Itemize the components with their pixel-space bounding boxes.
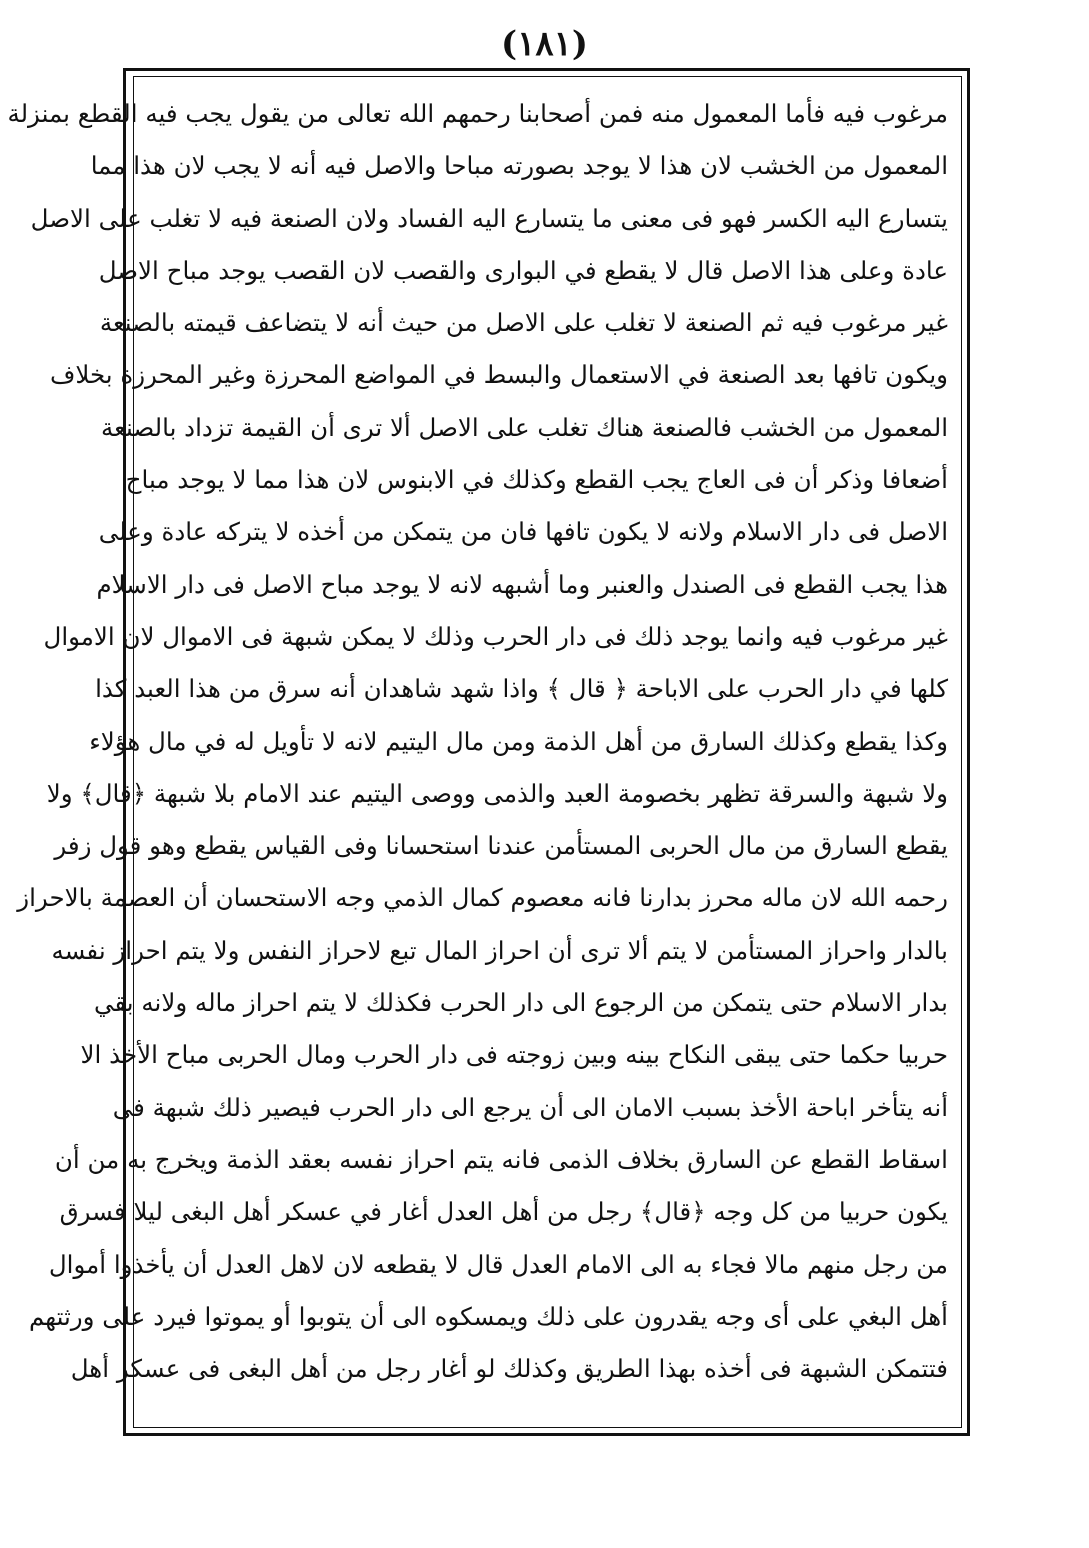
text-line: أضعافا وذكر أن فى العاج يجب القطع وكذلك في الابنوس لان هذا مما لا يوجد مباح xyxy=(125,465,948,495)
text-line: الاصل فى دار الاسلام ولانه لا يكون تافها فان من يتمكن من أخذه لا يتركه عادة وعلى xyxy=(98,517,948,547)
text-line: رحمه الله لان ماله محرز بدارنا فانه معصوم كمال الذمي وجه الاستحسان أن العصمة بالاحراز xyxy=(17,883,948,913)
text-line: حربيا حكما حتى يبقى النكاح بينه وبين زوجته فى دار الحرب ومال الحربى مباح الأخذ الا xyxy=(80,1040,948,1070)
text-line: المعمول من الخشب فالصنعة هناك تغلب على الاصل ألا ترى أن القيمة تزداد بالصنعة xyxy=(101,412,948,442)
text-line: مرغوب فيه فأما المعمول منه فمن أصحابنا رحمهم الله تعالى من يقول يجب فيه القطع بمنزلة xyxy=(7,99,948,128)
text-line: ويكون تافها بعد الصنعة في الاستعمال والبسط في المواضع المحرزة وغير المحرزة بخلاف xyxy=(49,360,948,390)
text-line: غير مرغوب فيه ثم الصنعة لا تغلب على الاصل من حيث أنه لا يتضاعف قيمته بالصنعة xyxy=(99,308,948,338)
text-line: من رجل منهم مالا فجاء به الى الامام العدل قال لا يقطعه لان لاهل العدل أن يأخذوا أموال xyxy=(48,1249,948,1279)
text-line: أنه يتأخر اباحة الأخذ بسبب الامان الى أن يرجع الى دار الحرب فيصير ذلك شبهة فى xyxy=(112,1092,948,1122)
text-line: بدار الاسلام حتى يتمكن من الرجوع الى دار الحرب فكذلك لا يتم احراز ماله ولانه بقي xyxy=(93,988,948,1018)
text-line: كلها في دار الحرب على الاباحة ﴿ قال ﴾ واذا شهد شاهدان أنه سرق من هذا العبد كذا xyxy=(95,674,948,704)
text-line: بالدار واحراز المستأمن لا يتم ألا ترى أن احراز المال تبع لاحراز النفس ولا يتم احراز نفسه xyxy=(51,935,948,965)
text-line: اسقاط القطع عن السارق بخلاف الذمى فانه يتم احراز نفسه بعقد الذمة ويخرج به من أن xyxy=(54,1144,948,1174)
text-line: يتسارع اليه الكسر فهو فى معنى ما يتسارع اليه الفساد ولان الصنعة فيه لا تغلب على الاصل xyxy=(30,203,948,233)
text-line: غير مرغوب فيه وانما يوجد ذلك فى دار الحرب وذلك لا يمكن شبهة فى الاموال لان الاموال xyxy=(43,621,948,651)
text-line: يكون حربيا من كل وجه ﴿قال﴾ رجل من أهل العدل أغار في عسكر أهل البغى ليلا فسرق xyxy=(59,1197,948,1227)
text-line: أهل البغي على أى وجه يقدرون على ذلك ويمسكوه الى أن يتوبوا أو يموتوا فيرد على ورثتهم xyxy=(29,1301,948,1331)
text-line: وكذا يقطع وكذلك السارق من أهل الذمة ومن مال اليتيم لانه لا تأويل له في مال هؤلاء xyxy=(89,726,948,756)
page-number: (١٨١) xyxy=(501,24,588,64)
text-line: المعمول من الخشب لان هذا لا يوجد بصورته مباحا والاصل فيه أنه لا يجب لان هذا مما xyxy=(90,151,948,181)
text-line: فتتمكن الشبهة فى أخذه بهذا الطريق وكذلك لو أغار رجل من أهل البغى فى عسكر أهل xyxy=(70,1354,948,1384)
body-text xyxy=(7,88,948,1418)
text-line: هذا يجب القطع فى الصندل والعنبر وما أشبهه لانه لا يوجد مباح الاصل فى دار الاسلام xyxy=(96,569,948,599)
text-line: يقطع السارق من مال الحربى المستأمن عندنا استحسانا وفى القياس يقطع وهو قول زفر xyxy=(54,831,948,861)
text-line: عادة وعلى هذا الاصل قال لا يقطع في البوارى والقصب لان القصب يوجد مباح الاصل xyxy=(98,255,948,285)
text-line: ولا شبهة والسرقة تظهر بخصومة العبد والذمى ووصى اليتيم عند الامام بلا شبهة ﴿قال﴾ ولا xyxy=(46,778,948,808)
